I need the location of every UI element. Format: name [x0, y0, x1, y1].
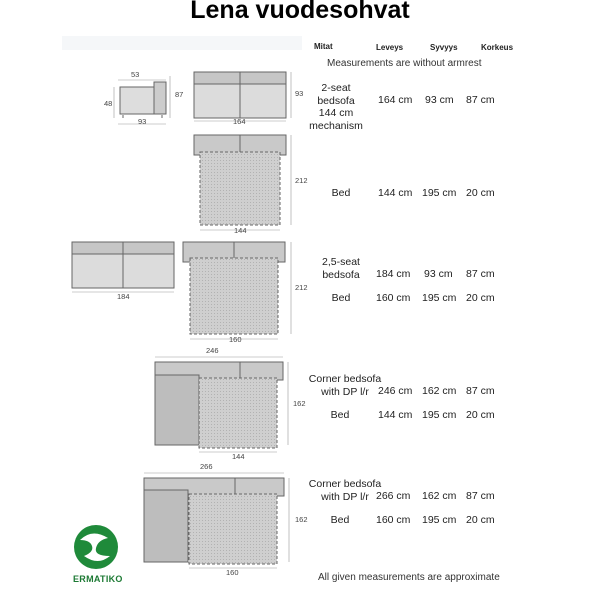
row-label-corner-266: Corner bedsofa with DP l/r — [308, 478, 382, 503]
dim-bed1-width: 144 — [234, 226, 247, 235]
row3-depth: 93 cm — [424, 268, 453, 280]
row6-depth: 195 cm — [422, 409, 457, 421]
row4-depth: 195 cm — [422, 292, 457, 304]
row8-depth: 195 cm — [422, 514, 457, 526]
dim-side-93: 93 — [138, 117, 147, 126]
ermatiko-logo-mark — [74, 525, 118, 569]
dim-corner2-depth: 162 — [295, 515, 308, 524]
note-measurements-without-armrest: Measurements are without armrest — [327, 58, 482, 69]
corner-sofa-266-drawing — [144, 473, 289, 568]
row-label-corner-246: Corner bedsofa with DP l/r — [308, 373, 382, 398]
row4-height: 20 cm — [466, 292, 495, 304]
row5-height: 87 cm — [466, 385, 495, 397]
row1-width: 164 cm — [378, 94, 413, 106]
dim-corner2-bed: 160 — [226, 568, 239, 577]
dim-sofa2-width: 184 — [117, 292, 130, 301]
sofa-2-5-seat-drawing — [72, 242, 174, 292]
bed-2-seat-drawing — [194, 135, 291, 230]
dim-corner1-bed: 144 — [232, 452, 245, 461]
row1-depth: 93 cm — [425, 94, 454, 106]
dim-bed2-length: 212 — [295, 283, 308, 292]
row7-depth: 162 cm — [422, 490, 457, 502]
note-approximate: All given measurements are approximate — [318, 572, 500, 583]
row3-height: 87 cm — [466, 268, 495, 280]
corner-sofa-246-drawing — [155, 357, 288, 452]
dim-corner1-width: 246 — [206, 346, 219, 355]
row5-depth: 162 cm — [422, 385, 457, 397]
sofa-2-seat-drawing — [194, 72, 291, 121]
bed-2-5-seat-drawing — [183, 242, 291, 339]
row-label-2-5-seat: 2,5-seat bedsofa — [322, 256, 360, 281]
dim-sofa1-width: 164 — [233, 117, 246, 126]
row3-width: 184 cm — [376, 268, 411, 280]
header-korkeus: Korkeus — [481, 43, 514, 52]
row8-width: 160 cm — [376, 514, 411, 526]
row6-height: 20 cm — [466, 409, 495, 421]
ermatiko-logo-text: ERMATIKO — [73, 574, 123, 584]
row7-width: 266 cm — [376, 490, 411, 502]
row1-height: 87 cm — [466, 94, 495, 106]
header-mitat: Mitat — [314, 42, 333, 51]
row-label-2-seat: 2-seat bedsofa 144 cm mechanism — [309, 82, 363, 132]
row2-width: 144 cm — [378, 187, 413, 199]
dim-corner2-width: 266 — [200, 462, 213, 471]
row-label-bed-3: Bed — [330, 409, 350, 421]
header-syvyys: Syvyys — [430, 43, 458, 52]
dim-side-53: 53 — [131, 70, 140, 79]
dim-side-48: 48 — [104, 99, 113, 108]
dim-bed2-width: 160 — [229, 335, 242, 344]
page-title: Lena vuodesohvat — [190, 0, 410, 24]
row7-height: 87 cm — [466, 490, 495, 502]
row-label-bed-2: Bed — [331, 292, 351, 304]
row4-width: 160 cm — [376, 292, 411, 304]
dim-bed1-length: 212 — [295, 176, 308, 185]
row8-height: 20 cm — [466, 514, 495, 526]
dim-sofa1-depth: 93 — [295, 89, 304, 98]
row-label-bed-4: Bed — [330, 514, 350, 526]
row6-width: 144 cm — [378, 409, 413, 421]
row2-height: 20 cm — [466, 187, 495, 199]
header-leveys: Leveys — [376, 43, 404, 52]
row-label-bed-1: Bed — [331, 187, 351, 199]
row2-depth: 195 cm — [422, 187, 457, 199]
dim-side-87: 87 — [175, 90, 184, 99]
row5-width: 246 cm — [378, 385, 413, 397]
dim-corner1-depth: 162 — [293, 399, 306, 408]
